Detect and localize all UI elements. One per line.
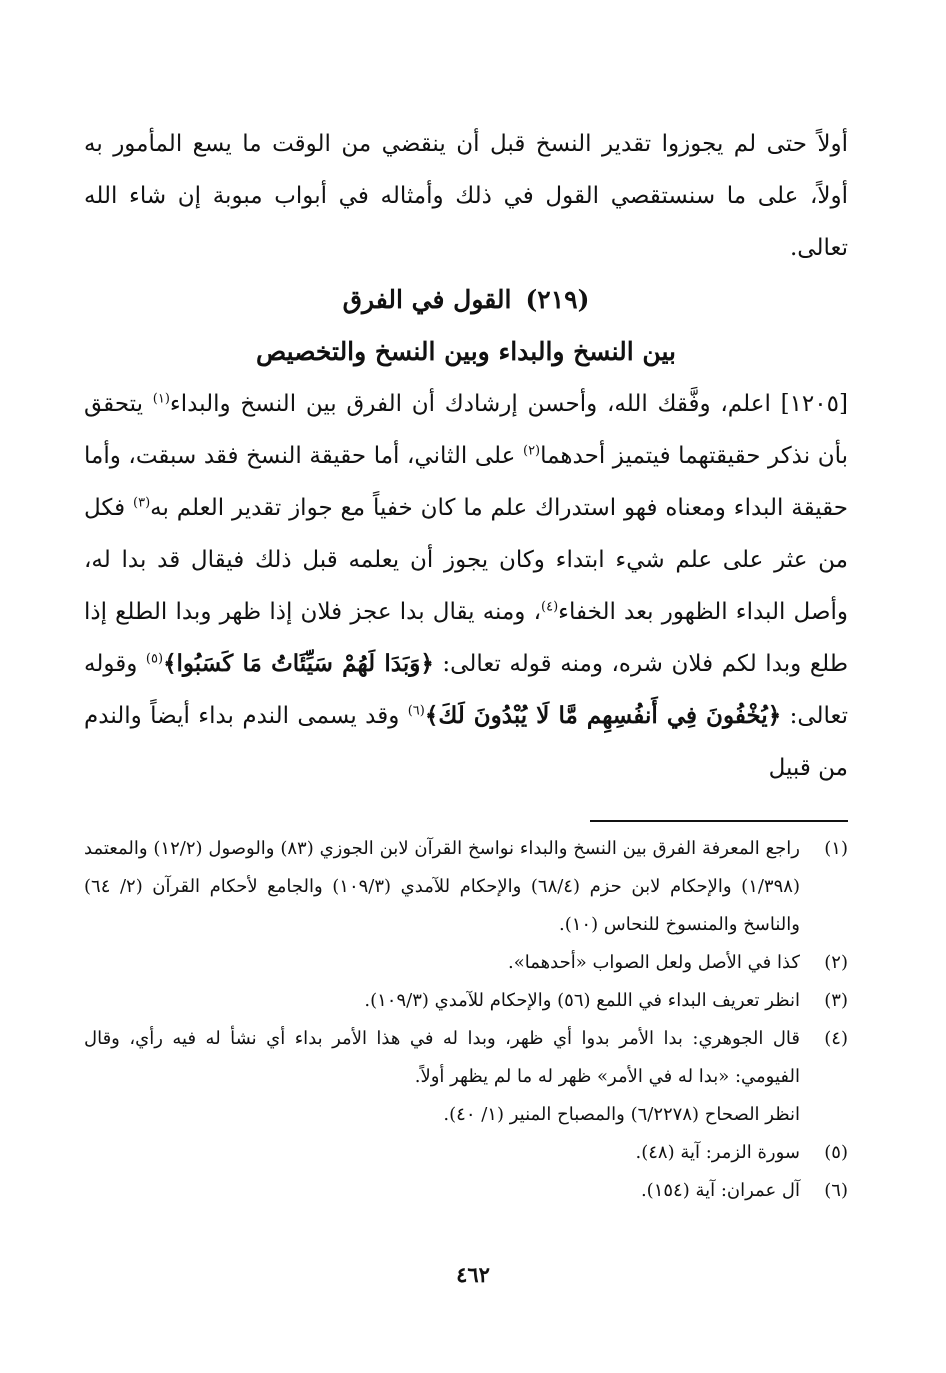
intro-paragraph: [84, 118, 848, 274]
paragraph-number: [١٢٠٥]: [780, 391, 848, 417]
footnote-5: [84, 1134, 848, 1172]
body-text-1: اعلم، وفَّقك الله، وأحسن إرشادك أن الفرق بين النسخ والبداء: [169, 391, 771, 417]
page-number: ٤٦٢: [456, 1262, 490, 1287]
footnote-2: [84, 944, 848, 982]
footnote-text: [84, 1172, 800, 1210]
footnote-line: راجع المعرفة الفرق بين النسخ والبداء نواسخ القرآن لابن الجوزي (٨٣) والوصول (١٢/٢) والمعتمد (١/٣٩٨) والإحكام لابن حزم (٦٨/٤) والإحكام للآمدي (١٠٩/٣) والجامع لأحكام القرآن (٢/ ٦٤) والناسخ والمنسوخ للنحاس (١٠).: [84, 838, 800, 935]
section-heading: [84, 274, 848, 326]
footnote-line: آل عمران: آية (١٥٤).: [640, 1180, 800, 1201]
body-text-6: وقوله تعالى:: [84, 651, 849, 729]
footnote-text: [84, 944, 800, 982]
footnote-1: [84, 830, 848, 944]
footnote-3: [84, 982, 848, 1020]
body-text-5: ، ومنه يقال بدا عجز فلان إذا ظهر وبدا الطلع إذا طلع وبدا لكم فلان شره، ومنه قوله تعالى:: [84, 599, 849, 677]
footnote-ref-2[interactable]: (٢): [522, 443, 541, 459]
body-paragraph: [84, 378, 848, 794]
footnote-divider: [590, 820, 848, 822]
section-number: (٢١٩): [525, 285, 590, 314]
footnote-ref-4[interactable]: (٤): [541, 599, 559, 615]
footnote-text: [84, 1134, 800, 1172]
section-subtitle: [84, 326, 848, 378]
footnote-ref-5[interactable]: (٥): [145, 651, 164, 667]
footnote-ref-3[interactable]: (٣): [133, 495, 151, 511]
body-text-3: على الثاني، أما حقيقة النسخ فقد سبقت، وأما حقيقة البداء ومعناه فهو استدراك علم ما كان خفياً مع جواز تقدير العلم به: [84, 443, 848, 521]
footnote-6: [84, 1172, 848, 1210]
section-title: القول في الفرق: [342, 285, 512, 314]
footnote-ref-6[interactable]: (٦): [407, 703, 425, 719]
footnote-line: انظر الصحاح (٦/٢٢٧٨) والمصباح المنير (١/ ٤٠).: [443, 1104, 800, 1125]
section-subtitle-text: بين النسخ والبداء وبين النسخ والتخصيص: [256, 337, 676, 366]
footnote-line: سورة الزمر: آية (٤٨).: [635, 1142, 800, 1163]
footnote-line: انظر تعريف البداء في اللمع (٥٦) والإحكام للآمدي (١٠٩/٣).: [364, 990, 800, 1011]
footnotes-section: [84, 820, 848, 1210]
footnote-ref-1[interactable]: (١): [152, 391, 170, 407]
footnote-number: (٢): [824, 952, 848, 973]
body-text-7: وقد يسمى الندم بداء أيضاً والندم من قبيل: [84, 703, 848, 781]
footnote-text: [84, 1020, 800, 1134]
footnote-number: (٥): [824, 1142, 848, 1163]
body-text-4: فكل من عثر على علم شيء ابتداء وكان يجوز أن يعلمه قبل ذلك فيقال قد بدا له، وأصل البداء الظهور بعد الخفاء: [84, 495, 848, 625]
footnote-4: [84, 1020, 848, 1134]
footnote-line: كذا في الأصل ولعل الصواب «أحدهما».: [508, 952, 800, 973]
footnote-text: [84, 982, 800, 1020]
footnote-number: (٤): [824, 1028, 848, 1049]
quran-verse-2: ﴿يُخْفُونَ فِي أَنفُسِهِم مَّا لَا يُبْدُونَ لَكَ﴾: [424, 702, 782, 729]
page-content: [84, 118, 848, 1210]
footnote-number: (٣): [824, 990, 848, 1011]
footnote-number: (١): [824, 838, 848, 859]
footnote-text: [84, 830, 800, 944]
intro-text: أولاً حتى لم يجوزوا تقدير النسخ قبل أن ينقضي من الوقت ما يسع المأمور به أولاً، على ما سنستقصي القول في ذلك وأمثاله في أبواب مبوبة إن شاء الله تعالى.: [84, 131, 848, 261]
body-text-2: يتحقق بأن نذكر حقيقتهما فيتميز أحدهما: [84, 391, 849, 469]
footnote-number: (٦): [824, 1180, 848, 1201]
footnote-line: قال الجوهري: بدا الأمر بدوا أي ظهر، وبدا له في هذا الأمر بداء أي نشأ له فيه رأي، وقال الفيومي: «بدا له في الأمر» ظهر له ما لم يظهر أولاً.: [84, 1028, 800, 1087]
quran-verse-1: ﴿وَبَدَا لَهُمْ سَيِّئَاتُ مَا كَسَبُوا﴾: [163, 650, 434, 677]
